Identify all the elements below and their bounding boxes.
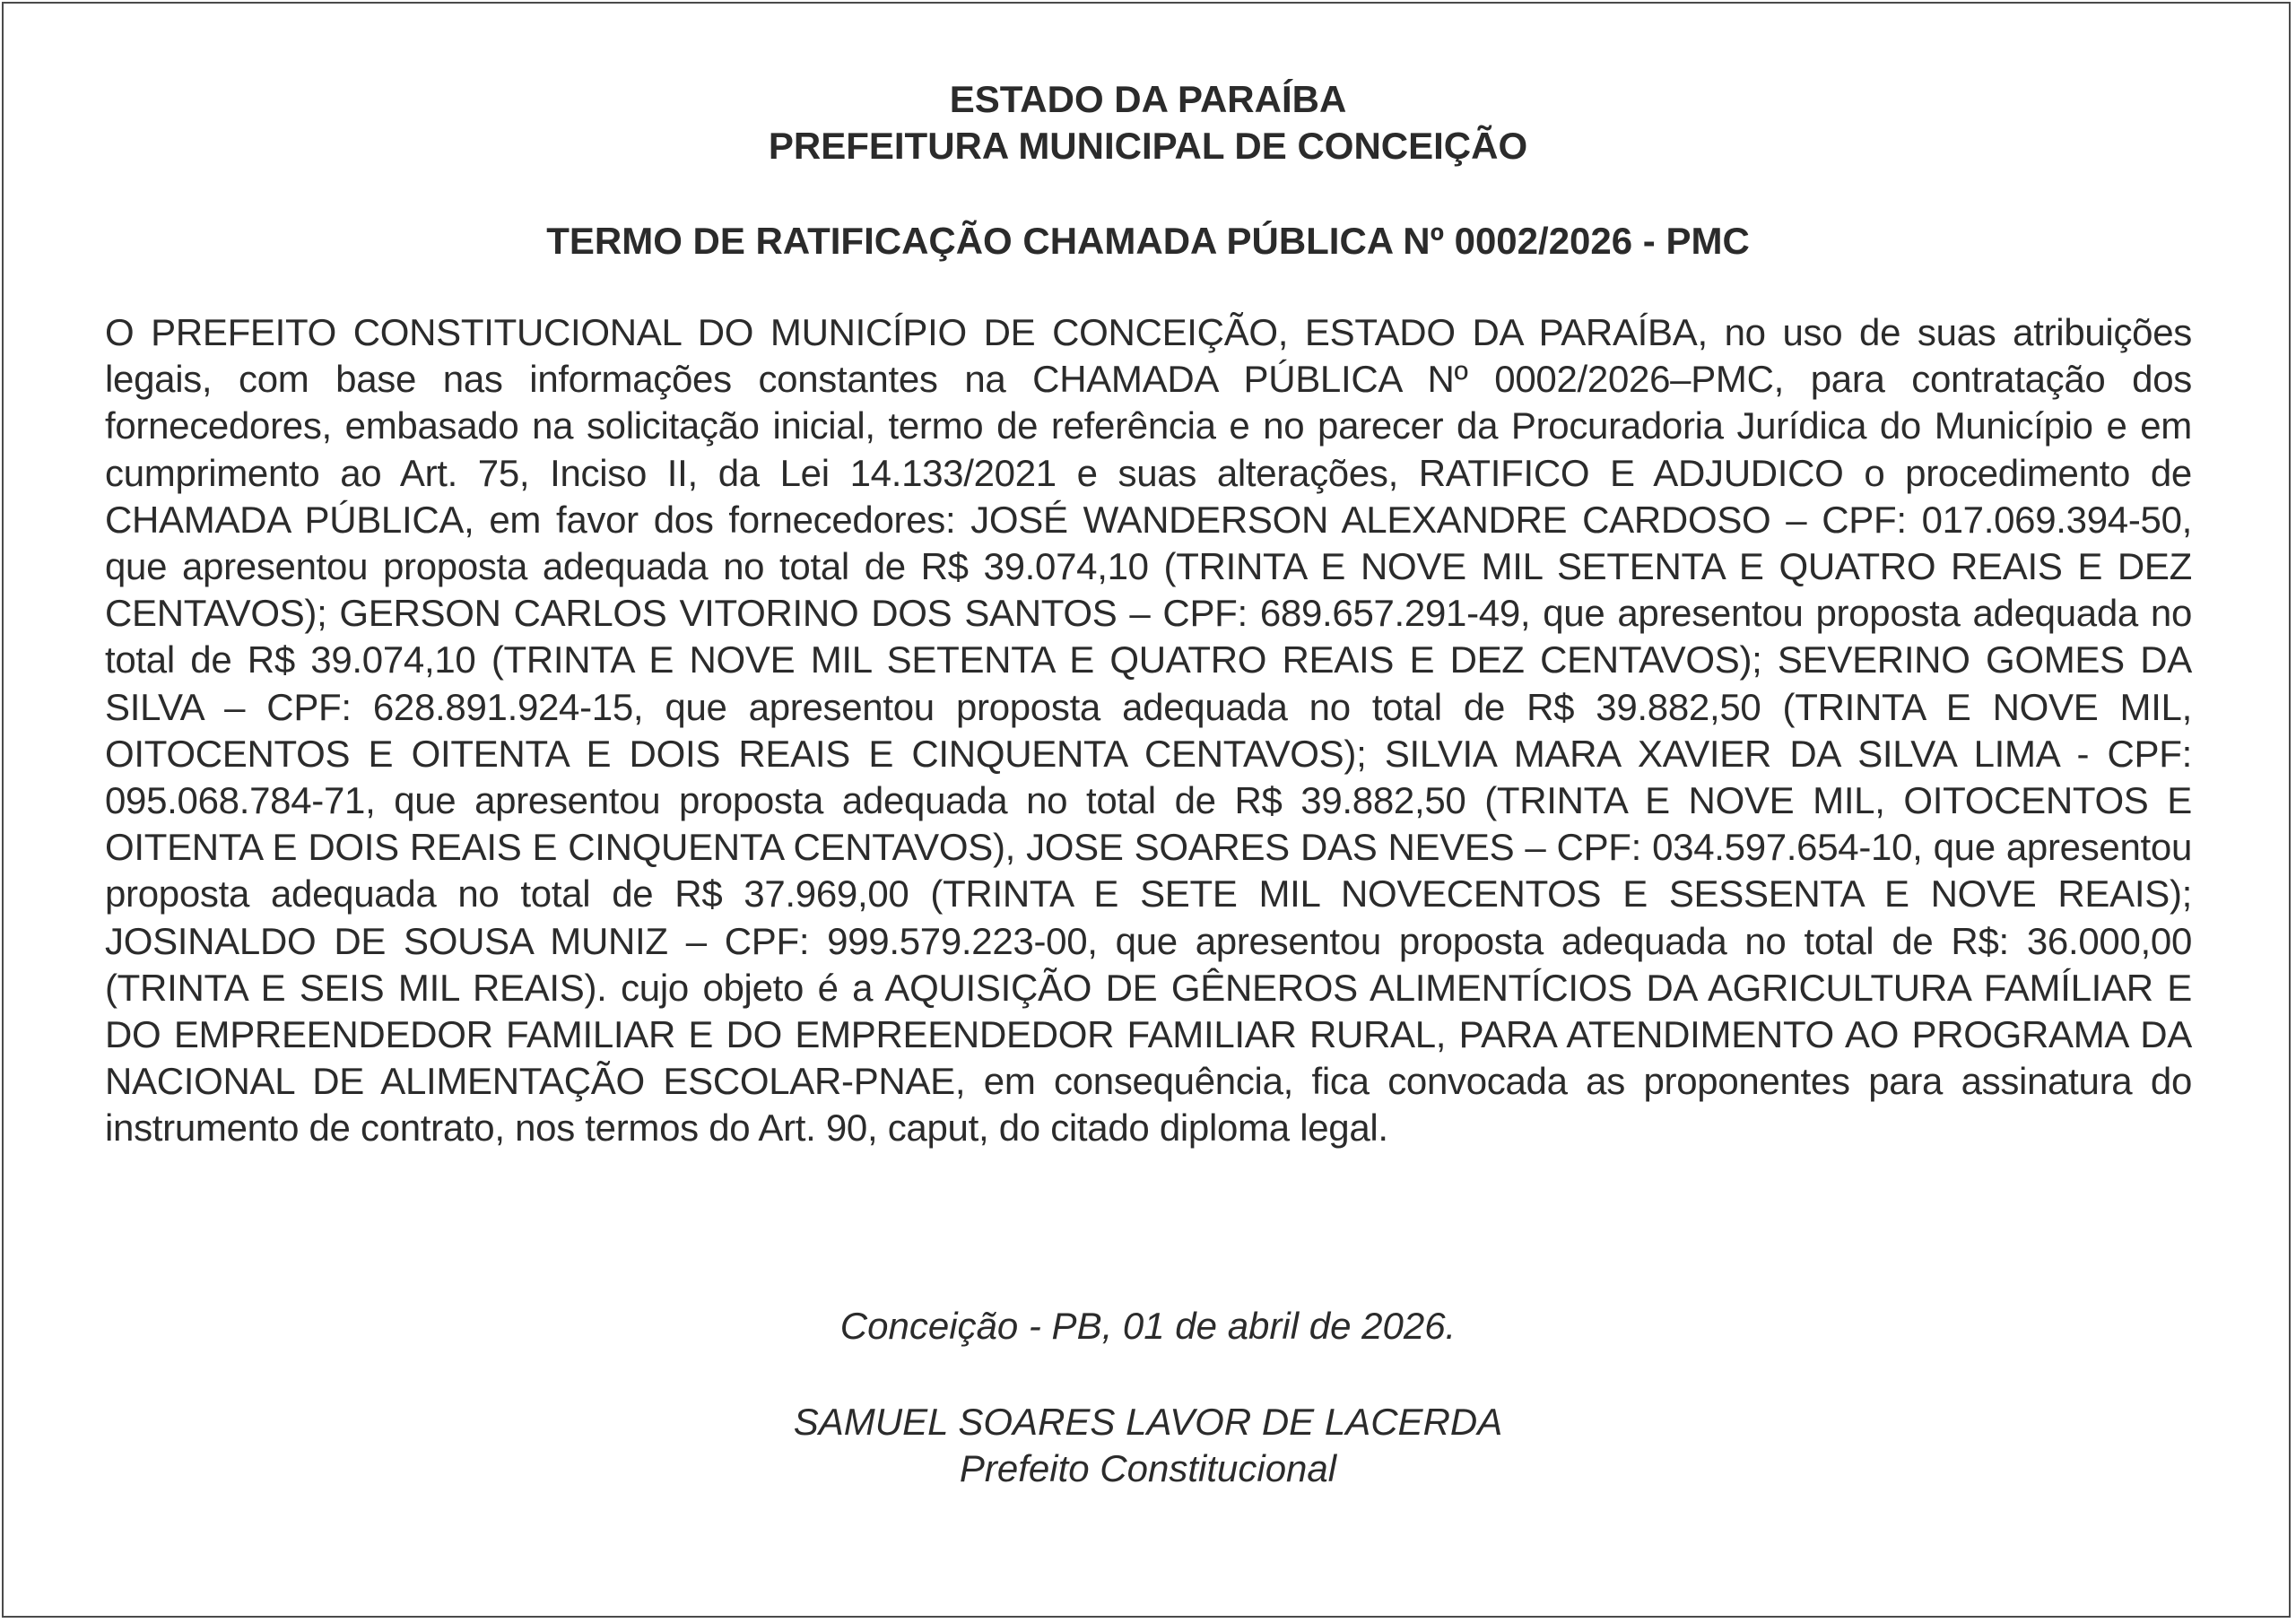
signatory-role: Prefeito Constitucional (959, 1447, 1337, 1489)
document-title: TERMO DE RATIFICAÇÃO CHAMADA PÚBLICA Nº 0002/2026 - PMC (546, 220, 1750, 262)
prefeitura-heading: PREFEITURA MUNICIPAL DE CONCEIÇÃO (768, 125, 1528, 167)
body-paragraph: O PREFEITO CONSTITUCIONAL DO MUNICÍPIO DE CONCEIÇÃO, ESTADO DA PARAÍBA, no uso de suas atribuições legais, com base nas informações constantes na CHAMADA PÚBLICA Nº 0002/2026–PMC, para contratação dos fornecedores, embasado na solicitação inicial, termo de referência e no parecer da Procuradoria Jurídica do Município e em cumprimento ao Art. 75, Inciso II, da Lei 14.133/2021 e suas alterações, RATIFICO E ADJUDICO o procedimento de CHAMADA PÚBLICA, em favor dos fornecedores: JOSÉ WANDERSON ALEXANDRE CARDOSO – CPF: 017.069.394-50, que apresentou proposta adequada no total de R$ 39.074,10 (TRINTA E NOVE MIL SETENTA E QUATRO REAIS E DEZ CENTAVOS); GERSON CARLOS VITORINO DOS SANTOS – CPF: 689.657.291-49, que apresentou proposta adequada no total de R$ 39.074,10 (TRINTA E NOVE MIL SETENTA E QUATRO REAIS E DEZ CENTAVOS); SEVERINO GOMES DA SILVA – CPF: 628.891.924-15, que apresentou proposta adequada no total de R$ 39.882,50 (TRINTA E NOVE MIL, OITOCENTOS E OITENTA E DOIS REAIS E CINQUENTA CENTAVOS); SILVIA MARA XAVIER DA SILVA LIMA - CPF: 095.068.784-71, que apresentou proposta adequada no total de R$ 39.882,50 (TRINTA E NOVE MIL, OITOCENTOS E OITENTA E DOIS REAIS E CINQUENTA CENTAVOS), JOSE SOARES DAS NEVES – CPF: 034.597.654-10, que apresentou proposta adequada no total de R$ 37.969,00 (TRINTA E SETE MIL NOVECENTOS E SESSENTA E NOVE REAIS); JOSINALDO DE SOUSA MUNIZ – CPF: 999.579.223-00, que apresentou proposta adequada no total de R$: 36.000,00 (TRINTA E SEIS MIL REAIS). cujo objeto é a AQUISIÇÃO DE GÊNEROS ALIMENTÍCIOS DA AGRICULTURA FAMÍLIAR E DO EMPREENDEDOR FAMILIAR E DO EMPREENDEDOR FAMILIAR RURAL, PARA ATENDIMENTO AO PROGRAMA DA NACIONAL DE ALIMENTAÇÃO ESCOLAR-PNAE, em consequência, fica convocada as proponentes para assinatura do instrumento de contrato, nos termos do Art. 90, caput, do citado diploma legal. (105, 311, 2192, 1150)
place-date: Conceição - PB, 01 de abril de 2026. (839, 1305, 1457, 1347)
state-heading: ESTADO DA PARAÍBA (949, 78, 1347, 120)
signatory-name: SAMUEL SOARES LAVOR DE LACERDA (793, 1401, 1503, 1443)
